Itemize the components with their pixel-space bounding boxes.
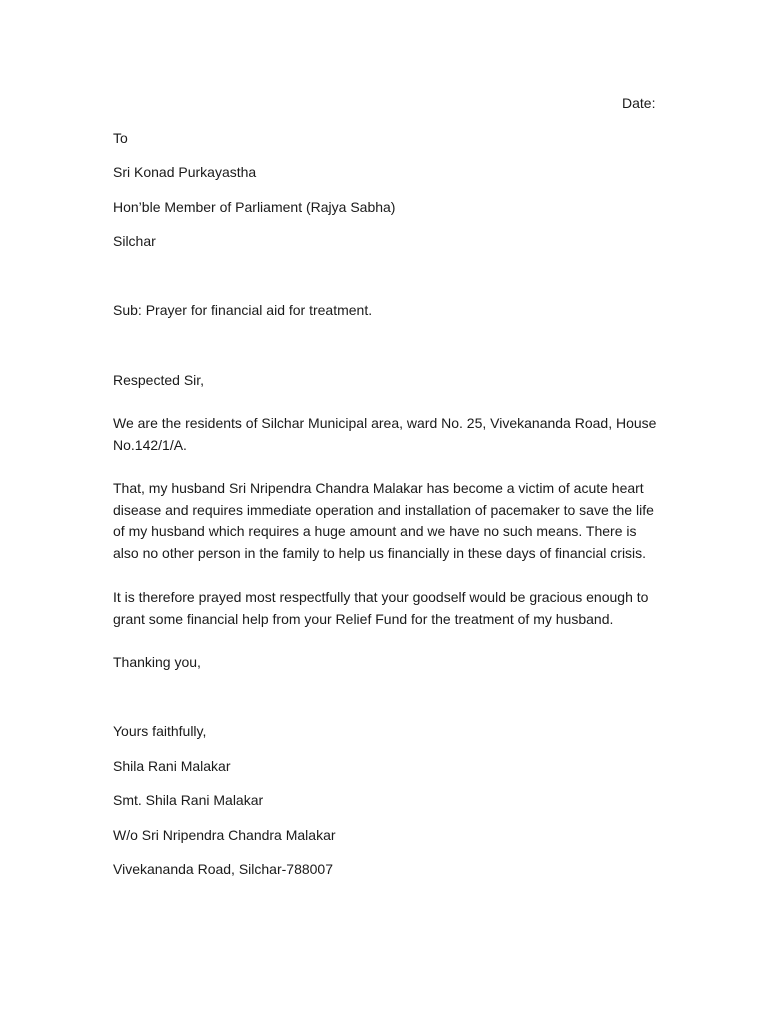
sender-relation: W/o Sri Nripendra Chandra Malakar xyxy=(113,827,336,843)
sender-address: Vivekananda Road, Silchar-788007 xyxy=(113,861,334,877)
to-line: To xyxy=(113,130,128,146)
sender-name: Smt. Shila Rani Malakar xyxy=(113,792,264,808)
thanks-line: Thanking you, xyxy=(113,654,201,670)
date-label: Date: xyxy=(622,95,656,111)
recipient-name: Sri Konad Purkayastha xyxy=(113,164,257,180)
closing-line: Yours faithfully, xyxy=(113,723,207,739)
salutation: Respected Sir, xyxy=(113,372,205,388)
recipient-title: Hon’ble Member of Parliament (Rajya Sabha) xyxy=(113,199,396,215)
signature: Shila Rani Malakar xyxy=(113,758,231,774)
subject-line: Sub: Prayer for financial aid for treatment. xyxy=(113,302,373,318)
paragraph-residence: We are the residents of Silchar Municipal area, ward No. 25, Vivekananda Road, House No.142/1/A. xyxy=(113,415,657,453)
recipient-city: Silchar xyxy=(113,233,156,249)
paragraph-prayer: It is therefore prayed most respectfully that your goodself would be gracious enough to grant some financial help from your Relief Fund for the treatment of my husband. xyxy=(113,589,649,627)
paragraph-condition: That, my husband Sri Nripendra Chandra Malakar has become a victim of acute heart disease and requires immediate operation and installation of pacemaker to save the life of my husband which requires a huge amount and we have no such means. There is also no other person in the family to help us financially in these days of financial crisis. xyxy=(113,480,654,562)
